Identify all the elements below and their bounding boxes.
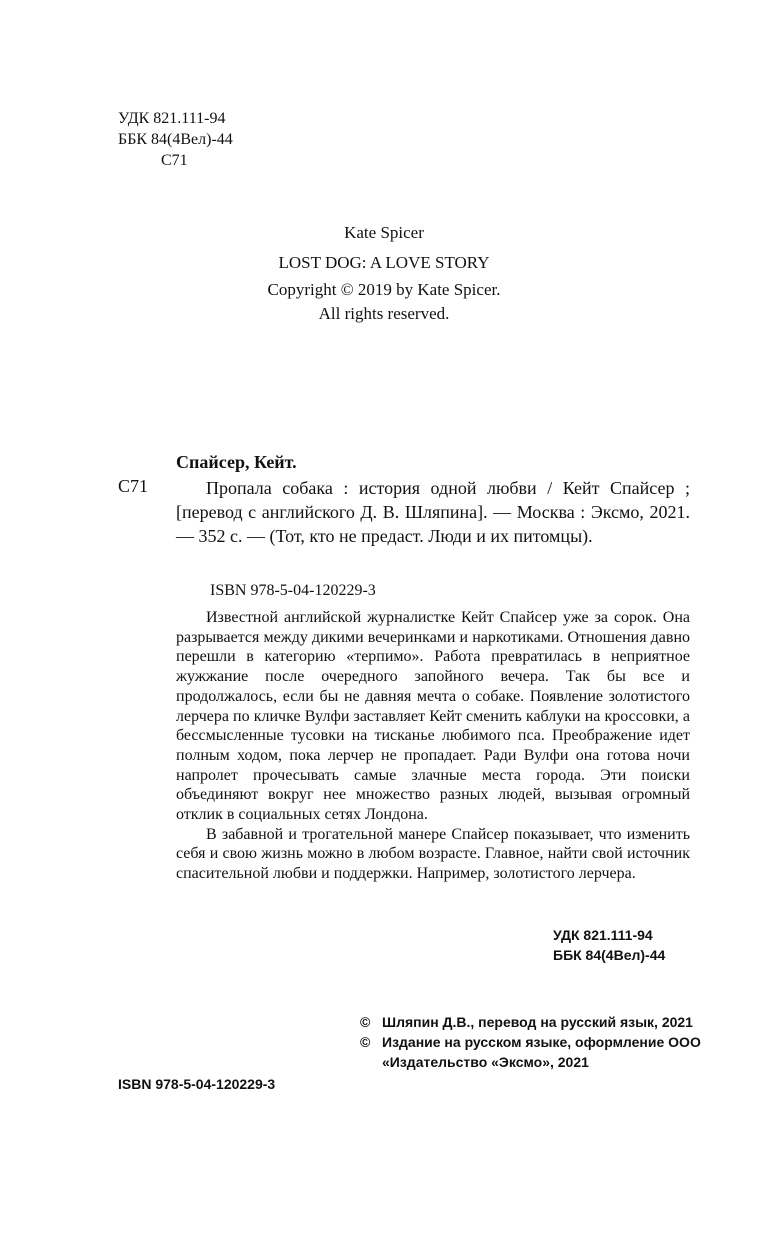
catalog-author-heading: Спайсер, Кейт.: [176, 452, 297, 472]
catalog-isbn: ISBN 978-5-04-120229-3: [210, 582, 376, 599]
udk-code-bottom: УДК 821.111-94: [553, 927, 653, 943]
copyright-symbol: ©: [360, 1034, 371, 1050]
classification-codes-bottom: [553, 925, 665, 965]
translation-copyright-text: Шляпин Д.В., перевод на русский язык, 2021: [382, 1014, 693, 1030]
translation-copyright: [360, 1012, 720, 1032]
isbn-bottom: ISBN 978-5-04-120229-3: [118, 1076, 276, 1092]
original-copyright: [0, 278, 768, 326]
classification-codes: [118, 108, 233, 171]
edition-copyright: [360, 1032, 720, 1072]
author-sign: С71: [161, 152, 188, 169]
bibliographic-description: Пропала собака : история одной любви / Кейт Спайсер ; [перевод с английского Д. В. Шляпина]. — Москва : Эксмо, 2021. — 352 с. — (Тот, кто не предаст. Люди и их питомцы).: [176, 478, 690, 546]
udk-code: УДК 821.111-94: [118, 110, 226, 127]
edition-copyright-text: Издание на русском языке, оформление ООО «Издательство «Эксмо», 2021: [382, 1034, 701, 1070]
bbk-code: ББК 84(4Вел)-44: [118, 131, 233, 148]
bbk-code-bottom: ББК 84(4Вел)-44: [553, 947, 666, 963]
original-edition: [0, 218, 768, 278]
copyright-symbol: ©: [360, 1014, 371, 1030]
catalog-code: С71: [118, 476, 149, 496]
original-author: Kate Spicer: [344, 223, 424, 242]
annotation: [176, 608, 690, 884]
copyright-line: Copyright © 2019 by Kate Spicer.: [267, 280, 501, 299]
rights-line: All rights reserved.: [318, 304, 450, 323]
annotation-paragraph: В забавной и трогательной манере Спайсер показывает, что изменить себя и свою жизнь можно в любом возрасте. Главное, найти свой источник спасительной любви и поддержки. Например, золотистого лерчера.: [176, 825, 690, 883]
annotation-paragraph: Известной английской журналистке Кейт Спайсер уже за сорок. Она разрывается между дикими вечеринками и наркотиками. Отношения давно перешли в категорию «терпимо». Работа превратилась в неприятное жужжание после очередного запойного вечера. Так бы все и продолжалось, если бы не давняя мечта о собаке. Появление золотистого лерчера по кличке Вулфи заставляет Кейт сменить каблуки на кроссовки, а бессмысленные тусовки на тисканье любимого пса. Преображение идет полным ходом, пока лерчер не пропадает. Ради Вулфи она готова ночи напролет прочесывать самые злачные места города. Эти поиски объединяют вокруг нее множество разных людей, вызывая огромный отклик в социальных сетях Лондона.: [176, 609, 690, 824]
copyright-notices: [360, 1012, 720, 1072]
original-title: LOST DOG: A LOVE STORY: [278, 253, 490, 272]
